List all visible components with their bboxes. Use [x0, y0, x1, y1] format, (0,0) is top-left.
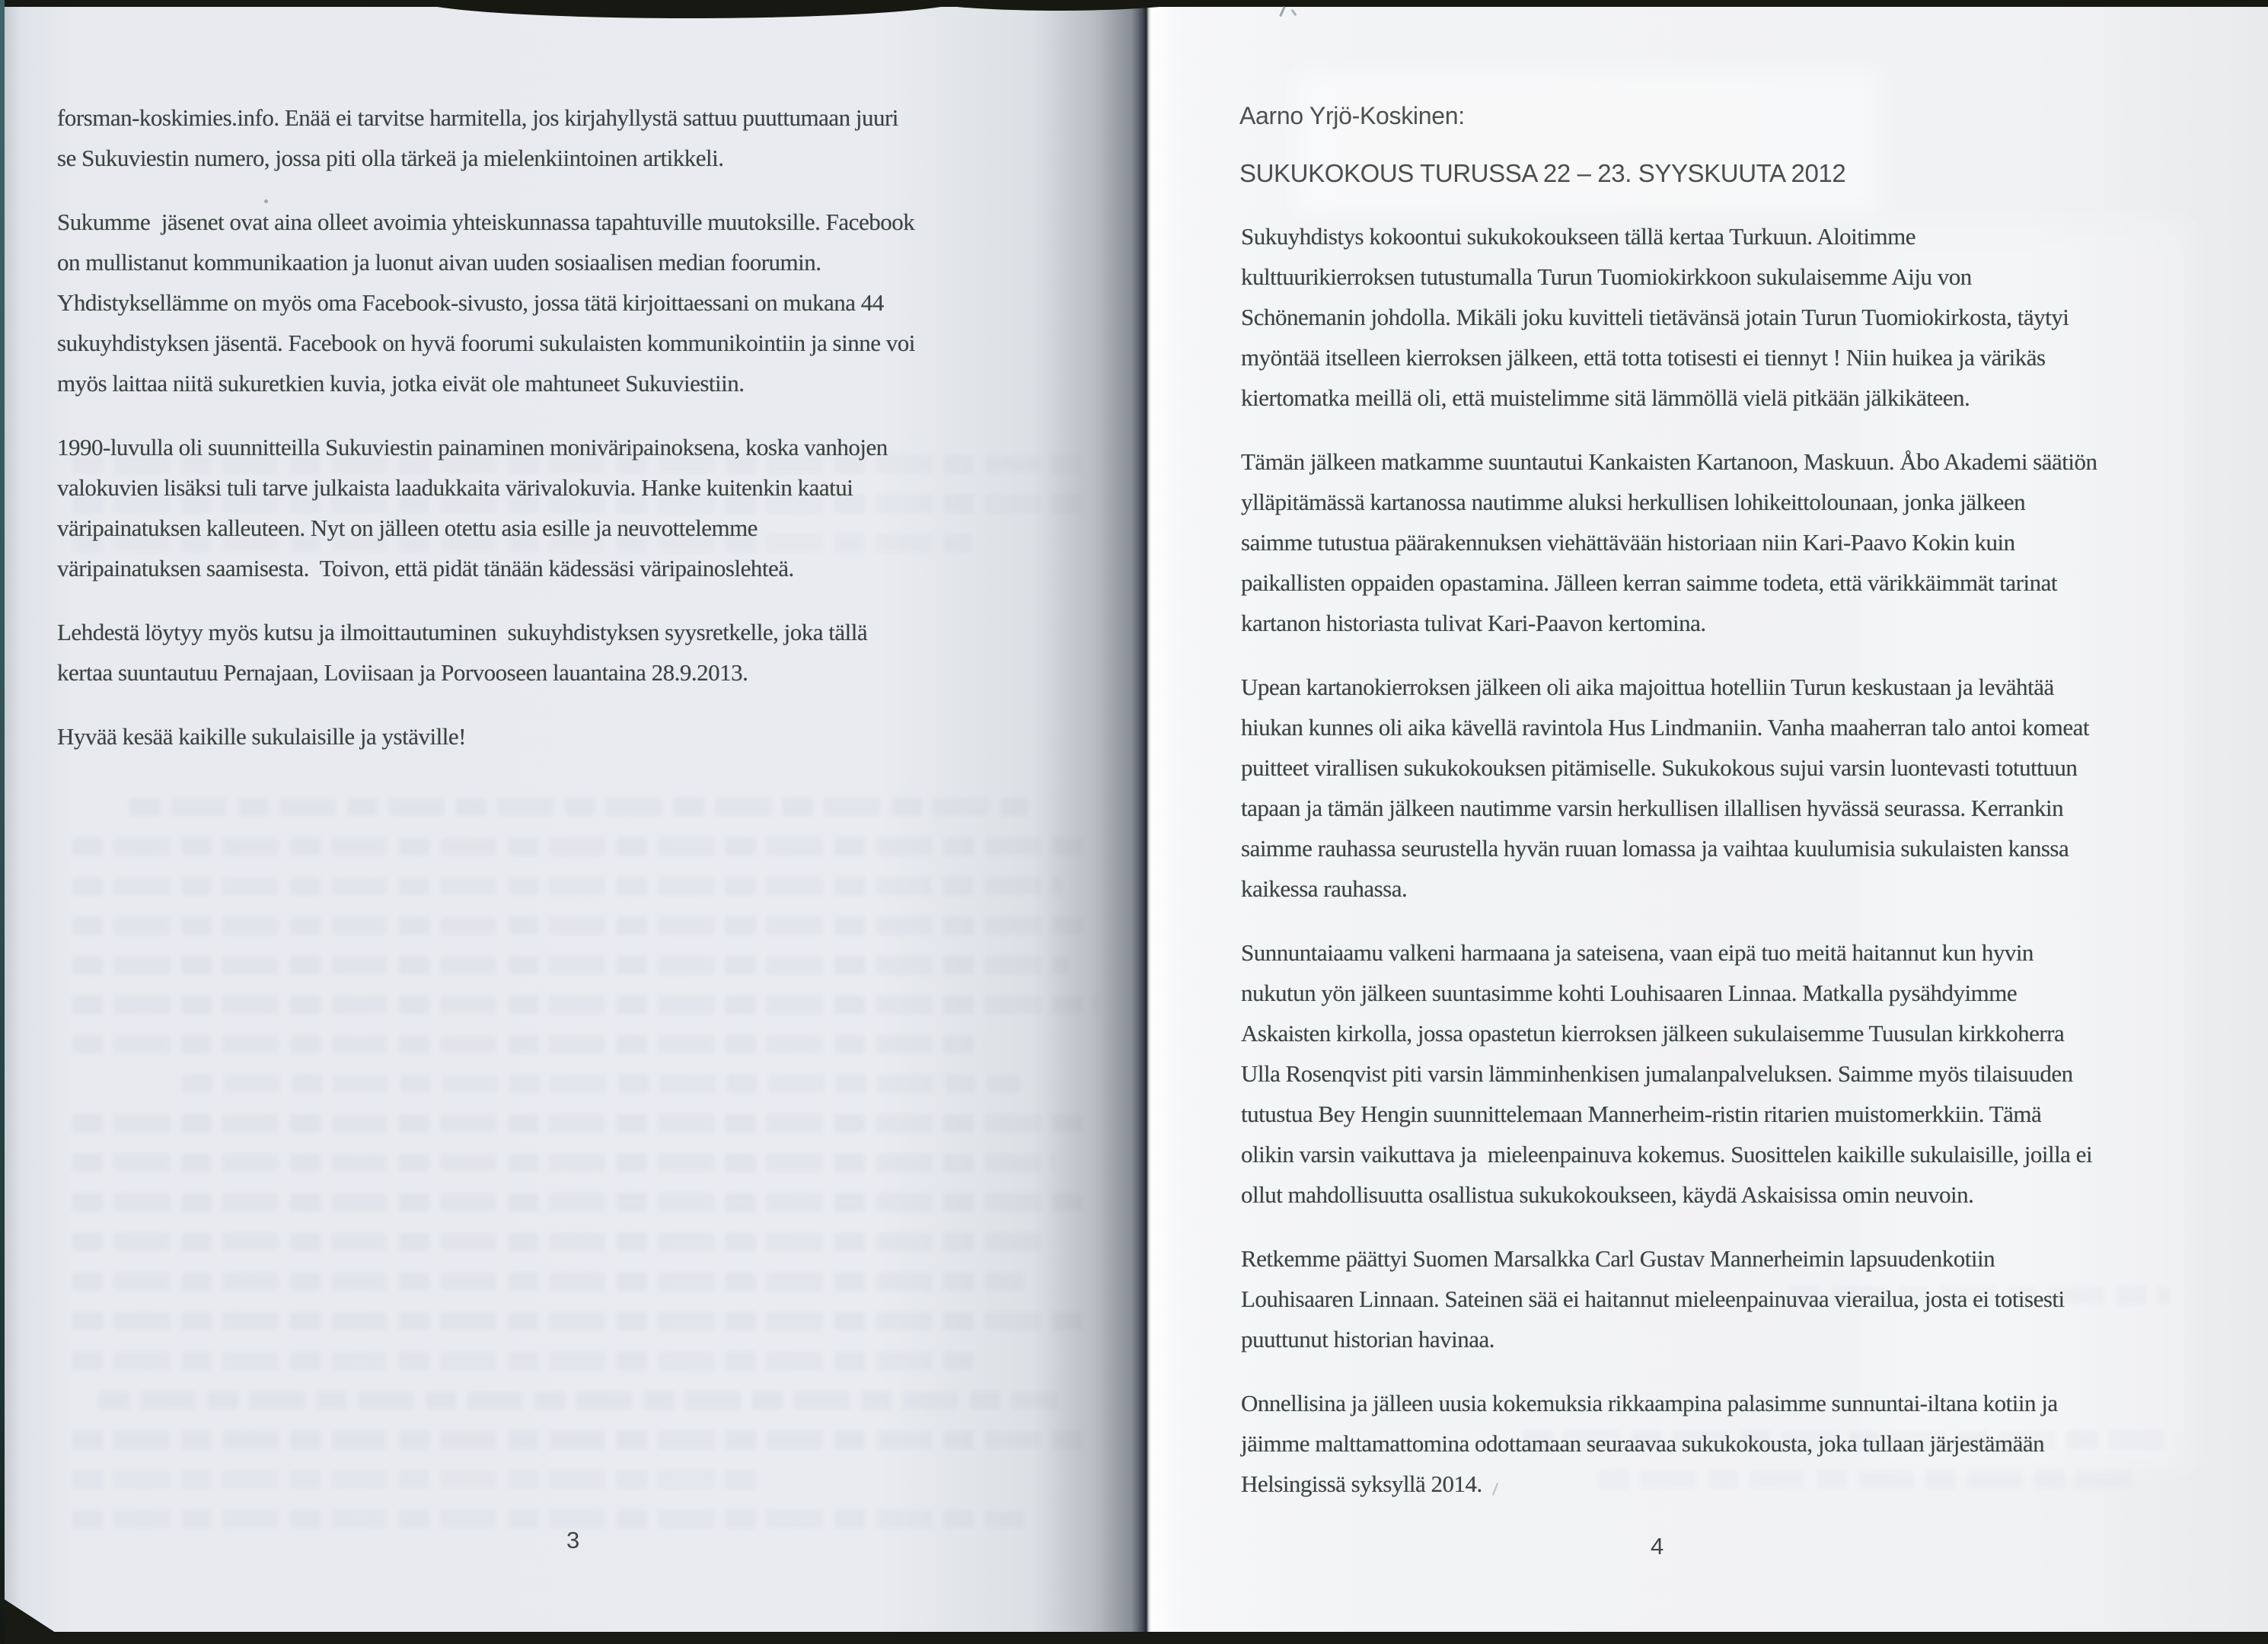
text-line: on mullistanut kommunikaation ja luonut aivan uuden sosiaalisen median foorumin. — [57, 249, 821, 276]
text-line: väripainatuksen saamisesta. Toivon, että pidät tänään kädessäsi väripainoslehteä. — [57, 555, 794, 581]
text-line: Ulla Rosenqvist piti varsin lämminhenkisen jumalanpalveluksen. Saimme myös tilaisuuden — [1241, 1060, 2073, 1087]
bleedthrough-line — [72, 1233, 1047, 1251]
text-line: puuttunut historian havinaa. — [1241, 1326, 1494, 1352]
text-line: Askaisten kirkolla, jossa opastetun kierroksen jälkeen sukulaisemme Tuusulan kirkkoherra — [1241, 1020, 2065, 1047]
text-line: saimme rauhassa seurustella hyvän ruuan lomassa ja vaihtaa kuulumisia sukulaisten kanssa — [1241, 835, 2069, 862]
text-line: myöntää itselleen kierroksen jälkeen, että totta totisesti ei tiennyt ! Niin huikea ja värikäs — [1241, 344, 2046, 371]
text-line: Louhisaaren Linnaan. Sateinen sää ei haitannut mieleenpainuvaa vierailua, josta ei totisesti — [1241, 1286, 2065, 1312]
text-line: Helsingissä syksyllä 2014. — [1241, 1470, 1482, 1497]
text-line: Sunnuntaiaamu valkeni harmaana ja sateisena, vaan eipä tuo meitä haitannut kun hyvin — [1241, 939, 2034, 966]
scan-light-band — [1294, 70, 1880, 215]
text-line: Schönemanin johdolla. Mikäli joku kuvitteli tietävänsä jotain Turun Tuomiokirkosta, täytyi — [1241, 304, 2069, 330]
page-number-right: 4 — [1651, 1533, 1664, 1560]
text-line: Sukumme jäsenet ovat aina olleet avoimia yhteiskunnassa tapahtuville muutoksille. Facebook — [57, 209, 915, 235]
bleedthrough-line — [72, 956, 1070, 974]
bleedthrough-line — [72, 1273, 1024, 1291]
text-line: ylläpitämässä kartanossa nautimme aluksi herkullisen lohikeittolounaan, jonka jälkeen — [1241, 489, 2026, 515]
right-page-text-column — [1241, 216, 2215, 1528]
text-line: paikallisten oppaiden opastamina. Jälleen kerran saimme todeta, että värikkäimmät tarinat — [1241, 569, 2057, 596]
text-line: kartanon historiasta tulivat Kari-Paavon kertomina. — [1241, 610, 1706, 636]
paragraph — [57, 716, 1093, 757]
scanner-edge-bottom — [0, 1632, 2268, 1644]
text-line: valokuvien lisäksi tuli tarve julkaista laadukkaita värivalokuvia. Hanke kuitenkin kaatui — [57, 474, 853, 501]
bleedthrough-line — [72, 1114, 1085, 1133]
text-line: saimme tutustua päärakennuksen viehättävään historiaan niin Kari-Paavo Kokin kuin — [1241, 529, 2015, 556]
paragraph — [1241, 932, 2215, 1215]
paragraph — [1241, 1383, 2215, 1504]
bleedthrough-line — [129, 798, 1028, 816]
text-line: kaikessa rauhassa. — [1241, 875, 1408, 902]
paragraph — [57, 202, 1093, 403]
text-line: Retkemme päättyi Suomen Marsalkka Carl Gustav Mannerheimin lapsuudenkotiin — [1241, 1245, 1995, 1272]
paragraph — [1241, 1238, 2215, 1359]
bleedthrough-line — [72, 1154, 1054, 1172]
bleedthrough-line — [72, 837, 1085, 855]
text-line: Sukuyhdistys kokoontui sukukokoukseen tällä kertaa Turkuun. Aloitimme — [1241, 223, 1916, 250]
text-line: Upean kartanokierroksen jälkeen oli aika majoittua hotelliin Turun keskustaan ja levähtää — [1241, 674, 2054, 700]
text-line: kiertomatka meillä oli, että muistelimme sitä lämmöllä vielä pitkään jälkikäteen. — [1241, 384, 1970, 411]
paragraph — [1241, 216, 2215, 418]
bleedthrough-line — [72, 1431, 1093, 1449]
bleedthrough-line — [183, 1075, 1020, 1093]
paragraph — [1241, 667, 2215, 909]
text-line: kulttuurikierroksen tutustumalla Turun Tuomiokirkkoon sukulaisemme Aiju von — [1241, 263, 1972, 290]
text-line: jäimme malttamattomina odottamaan seuraavaa sukukokousta, joka tullaan järjestämään — [1241, 1430, 2045, 1457]
paragraph — [57, 612, 1093, 693]
author-byline: Aarno Yrjö-Koskinen: — [1239, 102, 1465, 129]
text-line: 1990-luvulla oli suunnitteilla Sukuviestin painaminen moniväripainoksena, koska vanhojen — [57, 434, 888, 460]
text-line: Lehdestä löytyy myös kutsu ja ilmoittautuminen sukuyhdistyksen syysretkelle, joka tällä — [57, 619, 868, 645]
bleedthrough-line — [99, 1391, 1058, 1410]
bleedthrough-line — [72, 1510, 1024, 1528]
paragraph — [57, 427, 1093, 588]
paragraph — [1241, 441, 2215, 643]
text-line: väripainatuksen kalleuteen. Nyt on jälleen otettu asia esille ja neuvottelemme — [57, 515, 758, 541]
left-page-text-column — [57, 97, 1093, 780]
text-line: puitteet virallisen sukukokouksen pitämiselle. Sukukokous sujui varsin luontevasti totuttuun — [1241, 754, 2078, 781]
text-line: tapaan ja tämän jälkeen nautimme varsin herkullisen illallisen hyvässä seurassa. Kerrankin — [1241, 795, 2064, 821]
text-line: Yhdistyksellämme on myös oma Facebook-sivusto, jossa tätä kirjoittaessani on mukana 44 — [57, 289, 884, 316]
text-line: kertaa suuntautuu Pernajaan, Loviisaan ja Porvooseen lauantaina 28.9.2013. — [57, 659, 748, 686]
text-line: olikin varsin vaikuttava ja mieleenpainuva kokemus. Suosittelen kaikille sukulaisille, joilla ei — [1241, 1141, 2093, 1168]
scan-speck — [264, 199, 268, 203]
bleedthrough-line — [72, 996, 1096, 1014]
bleedthrough-line — [72, 1470, 758, 1489]
text-line: ollut mahdollisuutta osallistua sukukokoukseen, käydä Askaisissa omin neuvoin. — [1241, 1181, 1974, 1208]
book-cover-edge — [0, 0, 5, 1644]
text-line: nukutun yön jälkeen suuntasimme kohti Louhisaaren Linnaa. Matkalla pysähdyimme — [1241, 980, 2018, 1006]
text-line: forsman-koskimies.info. Enää ei tarvitse harmitella, jos kirjahyllystä sattuu puuttumaan juuri — [57, 104, 898, 131]
article-title: SUKUKOKOUS TURUSSA 22 – 23. SYYSKUUTA 2012 — [1239, 159, 1846, 187]
text-line: Hyvää kesää kaikille sukulaisille ja ystäville! — [57, 723, 466, 750]
text-line: hiukan kunnes oli aika kävellä ravintola Hus Lindmaniin. Vanha maaherran talo antoi komeat — [1241, 714, 2090, 741]
bleedthrough-line — [72, 1193, 1093, 1212]
text-line: Tämän jälkeen matkamme suuntautui Kankaisten Kartanoon, Maskuun. Åbo Akademi säätiön — [1241, 448, 2097, 475]
bleedthrough-line — [72, 1035, 986, 1053]
text-line: se Sukuviestin numero, jossa piti olla tärkeä ja mielenkiintoinen artikkeli. — [57, 145, 724, 171]
bleedthrough-line — [72, 916, 1093, 935]
bleedthrough-line — [72, 1352, 978, 1370]
paragraph — [57, 97, 1093, 178]
text-line: myös laittaa niitä sukuretkien kuvia, jotka eivät ole mahtuneet Sukuviestiin. — [57, 370, 745, 397]
bleedthrough-line — [72, 1312, 1093, 1330]
text-line: Onnellisina ja jälleen uusia kokemuksia rikkaampina palasimme sunnuntai-iltana kotiin ja — [1241, 1390, 2058, 1416]
page-number-left: 3 — [566, 1527, 580, 1553]
text-line: tutustua Bey Hengin suunnittelemaan Mannerheim-ristin ritarien muistomerkkiin. Tämä — [1241, 1101, 2042, 1127]
bleedthrough-line — [72, 877, 1062, 895]
text-line: sukuyhdistyksen jäsentä. Facebook on hyvä foorumi sukulaisten kommunikointiin ja sinne voi — [57, 330, 915, 356]
